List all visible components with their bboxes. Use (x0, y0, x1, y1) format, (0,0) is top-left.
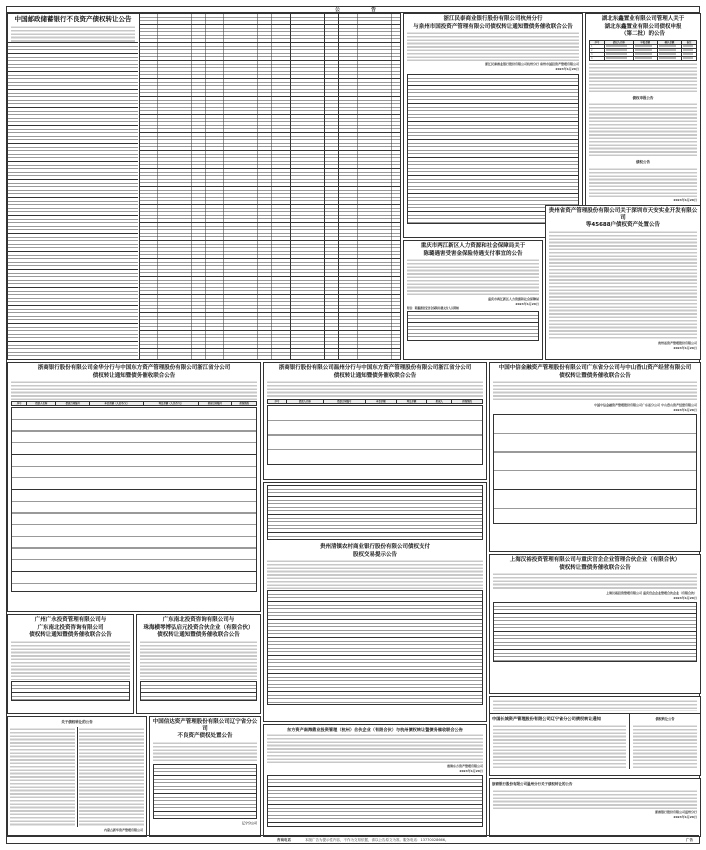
notice-signature: 重庆市两江新区人力资源和社会保障局 (487, 297, 539, 301)
notice-title-line3: 债权转让通知暨债务催收联合公告 (29, 632, 112, 638)
notice-body (493, 572, 697, 590)
sub-title: 债权申报公告 (632, 95, 654, 100)
notice-title-line2: 债权转让暨债务催收联合公告 (559, 372, 631, 379)
loan-table: 序号 借款人名称 借款合同编号 本金余额（人民币/元） 利息余额（人民币/元） 担保合同编号 担保情况 (11, 401, 257, 406)
notice-guangdong-nanbei (136, 614, 261, 714)
notice-body (493, 380, 697, 402)
notice-signature: 南海东方资产管理有限公司 (446, 764, 483, 768)
notice-signature: 浙江民泰商业银行股份有限公司杭州分行 泉州市国投资产管理有限公司 (484, 62, 579, 66)
notice-date: 2024年1月26日 (673, 345, 697, 350)
notice-postal-bank (7, 13, 401, 360)
notice-title-line2: 股权交易提示公告 (352, 551, 397, 558)
notice-title-line2: 债权转让通知暨债务催收联合公告 (333, 372, 417, 379)
pre-table (267, 485, 483, 540)
notice-title-line3: 债权转让通知暨债务催收联合公告 (157, 632, 240, 638)
notice-debt-transfer-list (7, 716, 147, 837)
notice-body (549, 230, 697, 340)
notice-title: 浙商银行股份有限公司温州分行关于债权转让的公告 (492, 782, 573, 786)
notice-czbank-wenzhou (263, 362, 487, 480)
notice-title-line1: 贵州清镇农村商业银行股份有限公司债权支付 (319, 544, 430, 550)
notice-date: 2024年1月26日 (673, 408, 697, 412)
notice-body (267, 380, 483, 398)
notice-citic-guangdong (489, 362, 701, 552)
notice-date: 2024年1月26日 (673, 197, 697, 202)
equity-table (267, 590, 483, 705)
notice-title-line2: 陈璐遇害受害金保险待遇支付事宜的公告 (423, 250, 523, 257)
notice-title: 中国邮政储蓄银行不良资产债权转让公告 (14, 15, 132, 23)
footer-left: 咨询电话 (277, 838, 291, 842)
notice-title: 东方资产南海鼎业投资管理（杭州）合伙企业（有限合伙）与杭州债权转让暨债务催收联合公告 (287, 727, 463, 732)
notice-title-line2: 与泉州市国投资产管理有限公司债权转让通知暨债务催收联合公告 (413, 23, 573, 30)
notice-body (11, 640, 130, 680)
asset-table-left (8, 42, 138, 360)
notice-body (407, 31, 579, 61)
notice-greatwall-liaoning (489, 696, 701, 776)
loan-table-body (267, 405, 483, 465)
notice-body (267, 559, 483, 589)
notice-date: 2024年1月26日 (673, 814, 697, 819)
notice-date: 2024年1月26日 (673, 596, 697, 600)
notice-body (153, 741, 257, 763)
beneficiary-table (407, 311, 539, 341)
notice-body (407, 258, 539, 296)
notice-title-line2: 广东南北投资咨询有限公司 (37, 624, 104, 631)
notice-body (267, 733, 483, 763)
notice-dongfang-nanhai (263, 724, 487, 837)
loan-table-body (11, 407, 257, 592)
notice-signature: 浙商银行股份有限公司温州分行 (654, 809, 697, 814)
notice-body (11, 380, 257, 400)
notice-signature: 辽宁分公司 (241, 820, 257, 825)
notice-body (11, 25, 135, 43)
notice-body (493, 789, 697, 809)
notice-signature: 贵州省资产管理股份有限公司 (657, 340, 697, 345)
notice-title-line1: 湖北东鑫置业有限公司管理人关于 (601, 16, 685, 22)
notice-signature: 内蒙古新华资产管理有限公司 (103, 827, 143, 832)
footer-right: 广告 (686, 838, 693, 842)
debt-table (267, 775, 483, 827)
creditor-table: 序号 债权人名称 申报金额 确认金额 备注 1 2 3 4 (589, 40, 697, 61)
notice-title-line1: 重庆市两江新区人力资源和社会保障局关于 (420, 243, 526, 249)
notice-title-line2: 湖北东鑫置业有限公司债权申报 (604, 23, 682, 30)
sub-title: 债权转让公告 (655, 717, 675, 721)
asset-table (153, 764, 257, 819)
notice-signature: 中国中信金融资产管理股份有限公司广东省分公司 中山香山资产经营有限公司 (593, 403, 697, 407)
notice-guizhou-asset (545, 205, 701, 360)
header-left-label: 公 (335, 7, 341, 13)
table-caption: 附表：陈璐遇害受害金保险待遇支付人员明细 (407, 307, 459, 310)
notice-date: 2024年1月26日 (459, 769, 483, 773)
page-footer (7, 835, 699, 843)
footer-center: 本版广告为提示性内容，不作为交易依据，请以公告原文为准。服务电话：13770028666。 (305, 838, 449, 842)
notice-qingzhen-bank (263, 482, 487, 722)
notice-title: 中国长城资产管理股份有限公司辽宁省分公司债权转让通知 (492, 716, 601, 721)
notice-czbank-wenzhou-transfer (489, 778, 701, 837)
notice-title-line2: 珠海横琴博弘启元投资合伙企业（有限合伙） (143, 624, 254, 631)
debt-table (493, 414, 697, 524)
notice-title-line1: 浙江民泰商业银行股份有限公司杭州分行 (443, 16, 543, 22)
notice-title-line1: 中国中信金融资产管理股份有限公司广东省分公司与中山香山资产经营有限公司 (498, 365, 692, 371)
notice-title-line2: 不良资产债权处置公告 (177, 733, 233, 739)
notice-signature: 上海汉裕投资管理有限公司 重庆官企企业管理合伙企业（有限合伙） (605, 591, 697, 595)
notice-chongqing-hr (403, 240, 543, 360)
debt-table (493, 602, 697, 662)
notice-shanghai-hanyu (489, 554, 701, 694)
notice-title: 关于债权转让的公告 (61, 720, 93, 724)
notice-title-line1: 浙商银行股份有限公司温州分行与中国东方资产管理股份有限公司浙江省分公司 (278, 365, 472, 371)
notice-title-line2: 等45688户债权资产处置公告 (585, 222, 661, 228)
loan-table: 序号 借款人名称 借款合同编号 本金余额 利息余额 担保人 担保情况 (267, 399, 483, 404)
notice-guangzhou-guangyong (7, 614, 134, 714)
header-right-label: 告 (371, 7, 377, 13)
notice-date: 2024年1月26日 (555, 67, 579, 71)
notice-title-line1: 浙商银行股份有限公司金华分行与中国东方资产管理股份有限公司浙江省分公司 (37, 365, 231, 371)
notice-title-line1: 中国信达资产管理股份有限公司辽宁省分公司 (152, 719, 258, 732)
notice-czbank-jinhua (7, 362, 261, 612)
notice-title-line1: 上海汉裕投资管理有限公司与重庆官企企业管理合伙企业（有限合伙） (509, 557, 681, 563)
notice-body (140, 640, 257, 680)
notice-title-line2: 债权转让暨债务催收联合公告 (559, 564, 631, 571)
debt-table (407, 74, 579, 224)
notice-title-line3: （第二批）的公告 (620, 31, 665, 37)
notice-cinda-liaoning (149, 716, 261, 837)
notice-title-line1: 广东南北投资咨询有限公司与 (162, 617, 235, 623)
notice-date: 2024年1月26日 (515, 302, 539, 306)
notice-title-line2: 债权转让通知暨债务催收联合公告 (92, 372, 176, 379)
sub-title: 债权公告 (636, 160, 650, 164)
notice-title-line1: 广州广永投资管理有限公司与 (34, 617, 107, 623)
notice-title-line1: 贵州省资产管理股份有限公司关于深圳市天安实业开发有限公司 (548, 208, 698, 221)
newspaper-page (6, 6, 700, 844)
